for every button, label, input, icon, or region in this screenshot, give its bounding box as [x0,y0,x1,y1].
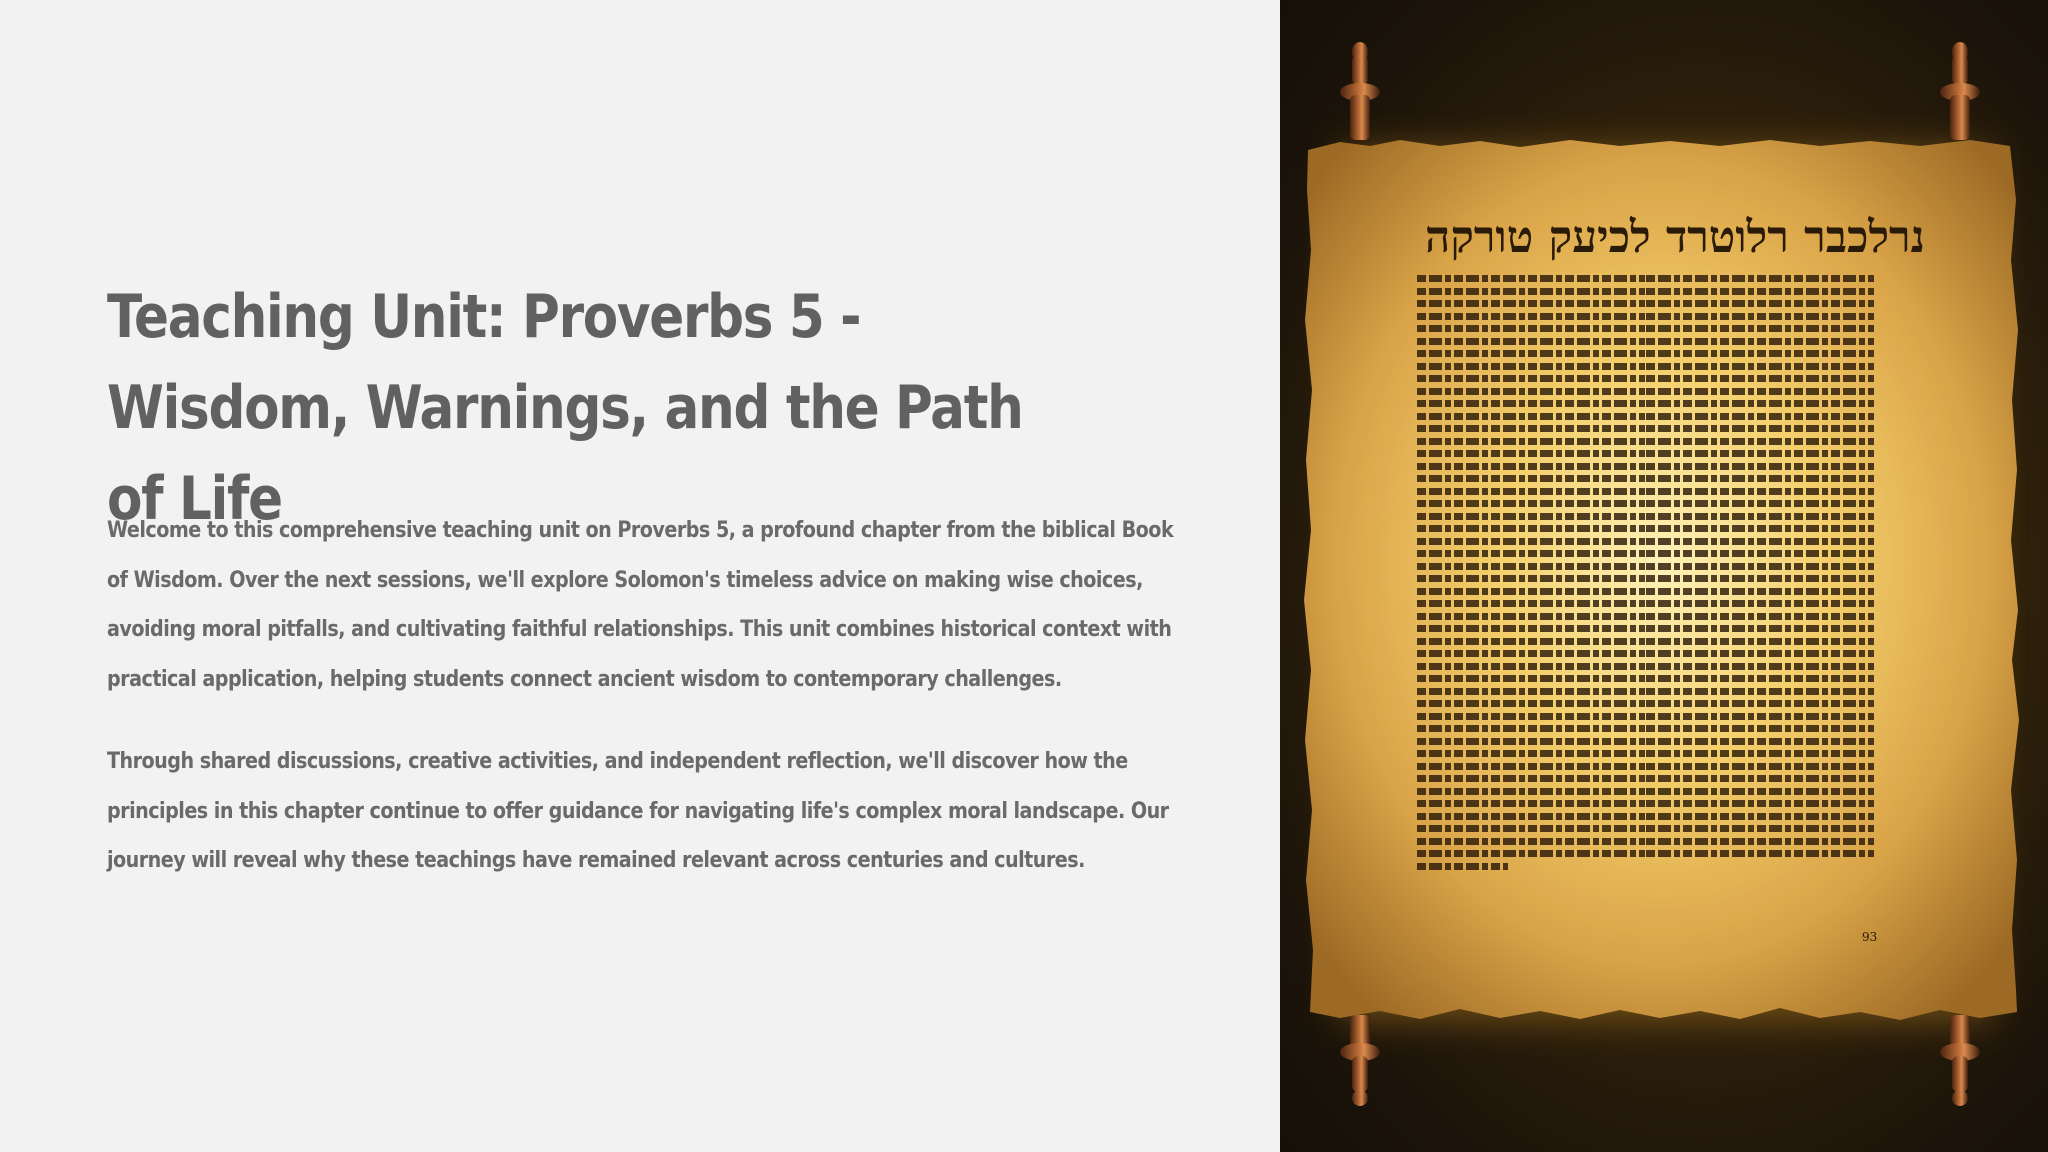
slide-title: Teaching Unit: Proverbs 5 - Wisdom, Warnings, and the Path of Life [107,282,1023,534]
scroll-image [1280,0,2048,1152]
scroll-text-column-left [1417,275,1645,875]
left-rod-bottom [1340,1015,1380,1106]
right-rod-top [1940,42,1980,140]
second-paragraph: Through shared discussions, creative activities, and independent reflection, we'll discover how the principles in this chapter continue to offer guidance for navigating life's complex moral landscape. Our journey will reveal why these teachings have remained relevant across centuries and cultures. [107,749,1169,873]
right-rod-bottom [1940,1015,1980,1106]
scroll-text-column-right [1646,275,1874,863]
intro-paragraph: Welcome to this comprehensive teaching unit on Proverbs 5, a profound chapter from the biblical Book of Wisdom. Over the next sessions, we'll explore Solomon's timeless advice on making wise choices, avoiding moral pitfalls, and cultivating faithful relationships. This unit combines historical context with practical application, helping students connect ancient wisdom to contemporary challenges. [107,518,1174,692]
left-rod-top [1340,42,1380,140]
scroll-page-mark: ּ93 [1862,930,1878,944]
scroll-heading: נרלכבר רלוטרד לכיעק טורקה [1425,212,1925,263]
